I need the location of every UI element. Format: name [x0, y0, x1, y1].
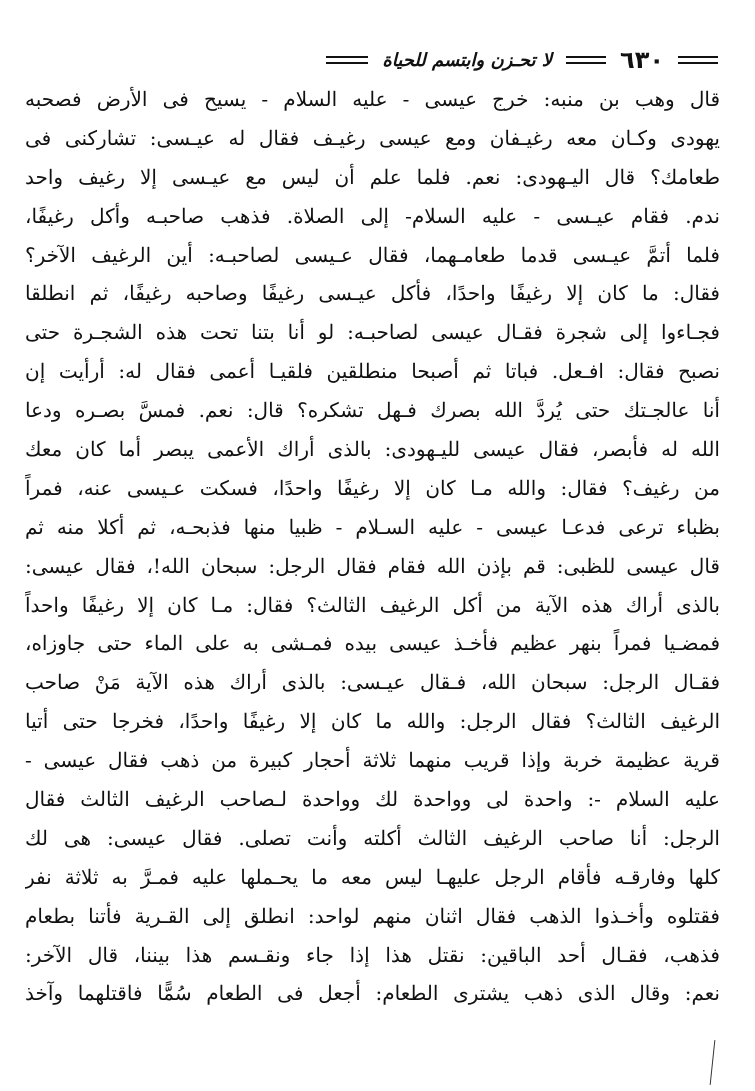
- text-line: فلما أتمَّ عيـسى قدما طعامـهما، فقال عـيسى لصاحبـه: أين الرغيف الآخر؟: [25, 242, 720, 267]
- text-line: الرجل: أنا صاحب الرغيف الثالث أكلته وأنت تصلى. فقال عيسى: هى لك: [25, 825, 720, 850]
- text-line: نعم: وقال الذى ذهب يشترى الطعام: أجعل فى الطعام سُمًّا فاقتلهما وآخذ: [25, 981, 720, 1006]
- text-line: عليه السلام -: واحدة لى وواحدة لك وواحدة لـصاحب الرغيف الثالث فقال: [25, 787, 720, 812]
- text-line: قال عيسى للظبى: قم بإذن الله فقام فقال الرجل: سبحان الله!، فقال عيسى:: [25, 553, 720, 578]
- book-title: لا تحـزن وابتسم للحياة: [382, 49, 553, 71]
- text-line: كلها وفارقـه فأقام الرجل عليهـا ليس معه ما يحـملها عليه فمـرَّ به ثلاثة نفر: [25, 864, 720, 889]
- header-rule-left: [326, 56, 368, 64]
- text-line: بظباء ترعى فدعـا عيسى - عليه السـلام - ظبيا منها فذبحـه، ثم أكلا منه ثم: [25, 514, 720, 539]
- header-rule-middle: [566, 56, 606, 64]
- text-line: طعامك؟ قال اليـهودى: نعم. فلما علم أن ليس مع عيـسى إلا رغيف واحد: [25, 164, 720, 189]
- text-line: فمضـيا فمراً بنهر عظيم فأخـذ عيسى بيده فمـشى به على الماء حتى جاوزاه،: [25, 631, 720, 656]
- text-line: قال وهب بن منبه: خرج عيسى - عليه السلام - يسيح فى الأرض فصحبه: [25, 87, 720, 111]
- text-line: فقـال الرجل: سبحان الله، فـقال عيـسى: بالذى أراك هذه الآية مَنْ صاحب: [25, 670, 720, 695]
- text-line: من رغيف؟ فقال: والله مـا كان إلا رغيفًا واحدًا، فسكت عـيسى عنه، فمراً: [25, 475, 720, 500]
- text-line: قرية عظيمة خربة وإذا قريب منهما ثلاثة أحجار كبيرة من ذهب فقال عيسى -: [25, 748, 720, 773]
- text-line: فقتلوه وأخـذوا الذهب فقال اثنان منهم لواحد: انطلق إلى القـرية فأتنا بطعام: [25, 903, 720, 928]
- text-line: فقال: ما كان إلا رغيفًا واحدًا، فأكل عيـسى رغيفًا وصاحبه رغيفًا، ثم انطلقا: [25, 281, 720, 306]
- header-rule-right: [678, 56, 718, 64]
- text-line: الرغيف الثالث؟ فقال الرجل: والله ما كان إلا رغيفًا واحدًا، فخرجا حتى أتيا: [25, 709, 720, 734]
- text-line: نصبح فقال: افـعل. فباتا ثم أصبحا منطلقين فلقيـا أعمى فقال له: أرأيت إن: [25, 359, 720, 384]
- text-line: أنا عالجـتك حتى يُردَّ الله بصرك فـهل تشكره؟ قال: نعم. فمسَّ بصـره ودعا: [25, 398, 720, 423]
- text-line: فذهب، فقـال أحد الباقين: نقتل هذا إذا جاء ونقـسم هذا بيننا، قال الآخر:: [25, 942, 720, 967]
- margin-pencil-mark: [710, 1040, 716, 1085]
- text-line: ندم. فقام عيـسى - عليه السلام- إلى الصلاة. فذهب صاحبـه وأكل رغيفًا،: [25, 203, 720, 228]
- page-number: ٦٣٠: [620, 46, 664, 74]
- text-line: فجـاءوا إلى شجرة فقـال عيسى لصاحبـه: لو أنا بتنا تحت هذه الشجـرة حتى: [25, 320, 720, 345]
- text-line: بالذى أراك هذه الآية من أكل الرغيف الثالث؟ فقال: مـا كان إلا رغيفًا واحداً: [25, 592, 720, 617]
- text-line: الله له فأبصر، فقال عيسى لليـهودى: بالذى أراك الأعمى يبصر أما كان معك: [25, 437, 720, 462]
- text-line: يهودى وكـان معه رغيـفان ومع عيسى رغيـف فقال له عيـسى: تشاركنى فى: [25, 125, 720, 150]
- body-text: [25, 80, 720, 1013]
- page-header: [28, 40, 718, 80]
